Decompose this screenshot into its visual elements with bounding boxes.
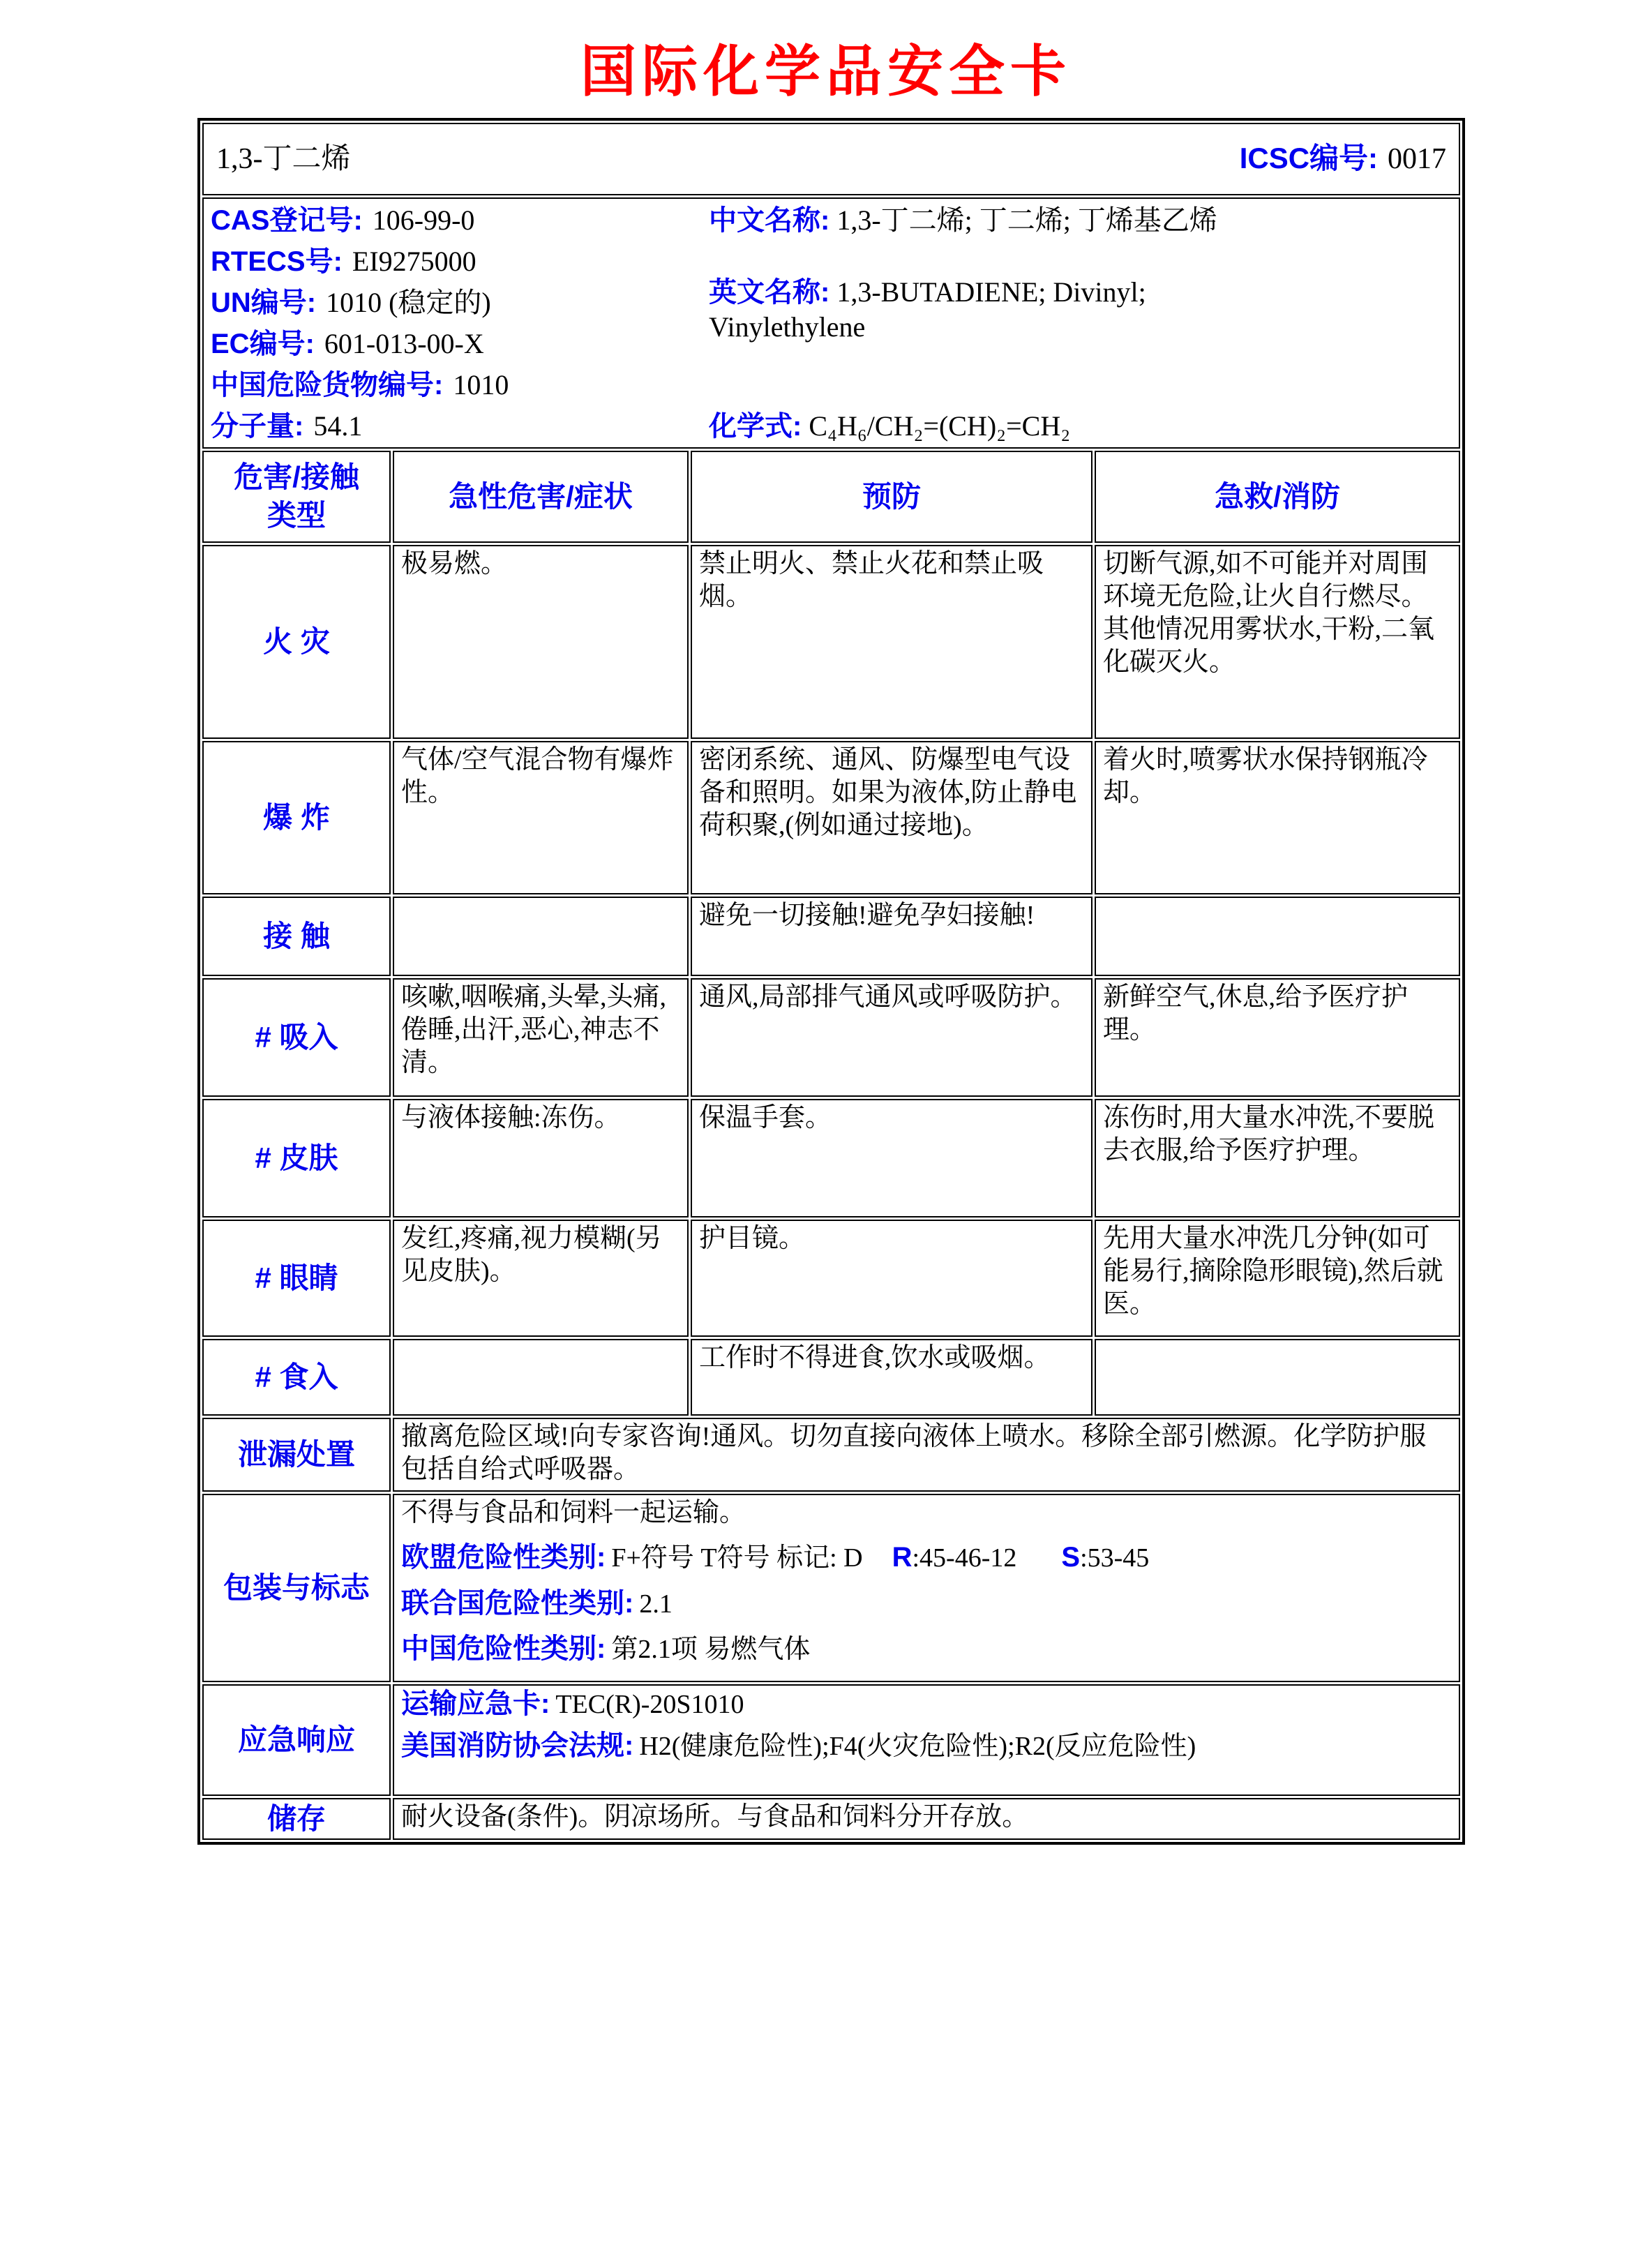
identifier-ec <box>211 327 685 362</box>
cas-value: 106-99-0 <box>372 204 475 236</box>
fire-symptoms-cell: 极易燃。 <box>393 545 689 739</box>
r-phrase-label: R <box>892 1542 913 1573</box>
identifier-un <box>211 285 685 321</box>
hazard-row-ingestion <box>202 1339 1460 1416</box>
chinese-name-label: 中文名称: <box>709 205 830 236</box>
english-name-line <box>709 275 1267 345</box>
packaging-eu-line <box>401 1541 1452 1575</box>
substance-name: 1,3-丁二烯 <box>216 142 351 175</box>
identification-row <box>202 197 1460 449</box>
hazard-type-header-line2: 类型 <box>266 499 326 532</box>
rtecs-value: EI9275000 <box>352 246 476 278</box>
storage-row <box>202 1798 1460 1840</box>
r-phrase-value: :45-46-12 <box>912 1543 1017 1573</box>
chinese-name-line <box>709 203 1452 239</box>
icsc-number-group <box>1240 140 1446 177</box>
english-name-value: 1,3-BUTADIENE; Divinyl; Vinylethylene <box>709 276 1146 343</box>
s-phrase-label: S <box>1061 1542 1081 1573</box>
fire-prevention-cell: 禁止明火、禁止火花和禁止吸烟。 <box>691 545 1092 739</box>
hazard-row-contact <box>202 897 1460 976</box>
contact-prevention-cell: 避免一切接触!避免孕妇接触! <box>691 897 1092 976</box>
cn-class-label: 中国危险性类别: <box>401 1633 606 1665</box>
explosion-symptoms-cell: 气体/空气混合物有爆炸性。 <box>393 741 689 894</box>
china-dg-value: 1010 <box>453 369 509 401</box>
packaging-transport-line: 不得与食品和饲料一起运输。 <box>401 1498 746 1527</box>
spill-content-cell: 撤离危险区域!向专家咨询!通风。切勿直接向液体上喷水。移除全部引燃源。化学防护服包括自给式呼吸器。 <box>393 1418 1460 1492</box>
icsc-card-table <box>197 118 1465 1845</box>
substance-header-cell <box>202 123 1460 195</box>
substance-header-row <box>202 123 1460 195</box>
hazard-type-header <box>202 451 391 543</box>
cn-class-value: 第2.1项 易燃气体 <box>611 1635 811 1665</box>
hazard-row-eyes <box>202 1220 1460 1337</box>
inhalation-row-label: # 吸入 <box>202 978 391 1097</box>
tec-label: 运输应急卡: <box>401 1688 550 1719</box>
identifier-rtecs <box>211 244 685 280</box>
nfpa-label: 美国消防协会法规: <box>401 1730 634 1761</box>
tec-line <box>401 1687 1452 1722</box>
contact-firstaid-cell <box>1095 897 1460 976</box>
emergency-content-cell <box>393 1684 1460 1796</box>
chinese-name-value: 1,3-丁二烯; 丁二烯; 丁烯基乙烯 <box>836 204 1217 236</box>
hazard-row-skin <box>202 1099 1460 1217</box>
names-block <box>685 200 1452 444</box>
hazard-type-header-line1: 危害/接触 <box>234 460 359 494</box>
un-label: UN编号: <box>211 287 317 319</box>
hazard-row-fire <box>202 545 1460 739</box>
inhalation-symptoms-cell: 咳嗽,咽喉痛,头晕,头痛,倦睡,出汗,恶心,神志不清。 <box>393 978 689 1097</box>
skin-prevention-cell: 保温手套。 <box>691 1099 1092 1217</box>
hazard-row-explosion <box>202 741 1460 894</box>
eu-class-label: 欧盟危险性类别: <box>401 1542 606 1573</box>
spill-row <box>202 1418 1460 1492</box>
explosion-row-label: 爆 炸 <box>202 741 391 894</box>
skin-firstaid-cell: 冻伤时,用大量水冲洗,不要脱去衣服,给予医疗护理。 <box>1095 1099 1460 1217</box>
ingestion-row-label: # 食入 <box>202 1339 391 1416</box>
contact-row-label: 接 触 <box>202 897 391 976</box>
ingestion-firstaid-cell <box>1095 1339 1460 1416</box>
contact-symptoms-cell <box>393 897 689 976</box>
ec-value: 601-013-00-X <box>324 328 484 360</box>
inhalation-prevention-cell: 通风,局部排气通风或呼吸防护。 <box>691 978 1092 1097</box>
ingestion-prevention-cell: 工作时不得进食,饮水或吸烟。 <box>691 1339 1092 1416</box>
spill-row-label: 泄漏处置 <box>202 1418 391 1492</box>
molweight-label: 分子量: <box>211 411 304 442</box>
identifier-molweight <box>211 409 685 444</box>
s-phrase-value: :53-45 <box>1080 1543 1150 1573</box>
explosion-firstaid-cell: 着火时,喷雾状水保持钢瓶冷却。 <box>1095 741 1460 894</box>
rtecs-label: RTECS号: <box>211 246 343 278</box>
symptoms-header: 急性危害/症状 <box>393 451 689 543</box>
un-value: 1010 (稳定的) <box>326 287 491 319</box>
explosion-prevention-cell: 密闭系统、通风、防爆型电气设备和照明。如果为液体,防止静电荷积聚,(例如通过接地)。 <box>691 741 1092 894</box>
molweight-value: 54.1 <box>313 410 363 442</box>
packaging-un-line <box>401 1587 1452 1621</box>
un-class-label: 联合国危险性类别: <box>401 1587 634 1619</box>
inhalation-firstaid-cell: 新鲜空气,休息,给予医疗护理。 <box>1095 978 1460 1097</box>
ingestion-symptoms-cell <box>393 1339 689 1416</box>
eyes-prevention-cell: 护目镜。 <box>691 1220 1092 1337</box>
identification-cell <box>202 197 1460 449</box>
hazard-row-inhalation <box>202 978 1460 1097</box>
icsc-number-label: ICSC编号: <box>1239 142 1379 175</box>
skin-row-label: # 皮肤 <box>202 1099 391 1217</box>
ec-label: EC编号: <box>211 329 315 360</box>
un-class-value: 2.1 <box>639 1589 673 1619</box>
eyes-firstaid-cell: 先用大量水冲洗几分钟(如可能易行,摘除隐形眼镜),然后就医。 <box>1095 1220 1460 1337</box>
identifier-cas <box>211 203 685 239</box>
tec-value: TEC(R)-20S1010 <box>555 1690 744 1719</box>
emergency-row <box>202 1684 1460 1796</box>
formula-value: C₄H₆/CH₂=(CH)₂=CH₂ <box>809 410 1071 442</box>
hazard-header-row <box>202 451 1460 543</box>
english-name-label: 英文名称: <box>709 276 830 308</box>
eyes-symptoms-cell: 发红,疼痛,视力模糊(另见皮肤)。 <box>393 1220 689 1337</box>
nfpa-line <box>401 1729 1452 1764</box>
china-dg-label: 中国危险货物编号: <box>211 370 444 401</box>
eu-class-value: F+符号 T符号 标记: D <box>611 1543 863 1573</box>
formula-label: 化学式: <box>709 411 802 442</box>
page-title: 国际化学品安全卡 <box>580 42 1072 103</box>
packaging-content-cell <box>393 1494 1460 1682</box>
identifier-list <box>211 200 685 444</box>
formula-line <box>709 409 1452 444</box>
storage-content-cell: 耐火设备(条件)。阴凉场所。与食品和饲料分开存放。 <box>393 1798 1460 1840</box>
fire-firstaid-cell: 切断气源,如不可能并对周围环境无危险,让火自行燃尽。其他情况用雾状水,干粉,二氧化碳灭火。 <box>1095 545 1460 739</box>
cas-label: CAS登记号: <box>211 205 363 236</box>
icsc-number-value: 0017 <box>1388 143 1447 176</box>
packaging-row-label: 包装与标志 <box>202 1494 391 1682</box>
packaging-row <box>202 1494 1460 1682</box>
skin-symptoms-cell: 与液体接触:冻伤。 <box>393 1099 689 1217</box>
storage-row-label: 储存 <box>202 1798 391 1840</box>
prevention-header: 预防 <box>691 451 1092 543</box>
emergency-row-label: 应急响应 <box>202 1684 391 1796</box>
eyes-row-label: # 眼睛 <box>202 1220 391 1337</box>
firstaid-header: 急救/消防 <box>1095 451 1460 543</box>
nfpa-value: H2(健康危险性);F4(火灾危险性);R2(反应危险性) <box>639 1731 1196 1761</box>
packaging-cn-line <box>401 1632 1452 1667</box>
fire-row-label: 火 灾 <box>202 545 391 739</box>
identifier-china-dg <box>211 368 685 403</box>
